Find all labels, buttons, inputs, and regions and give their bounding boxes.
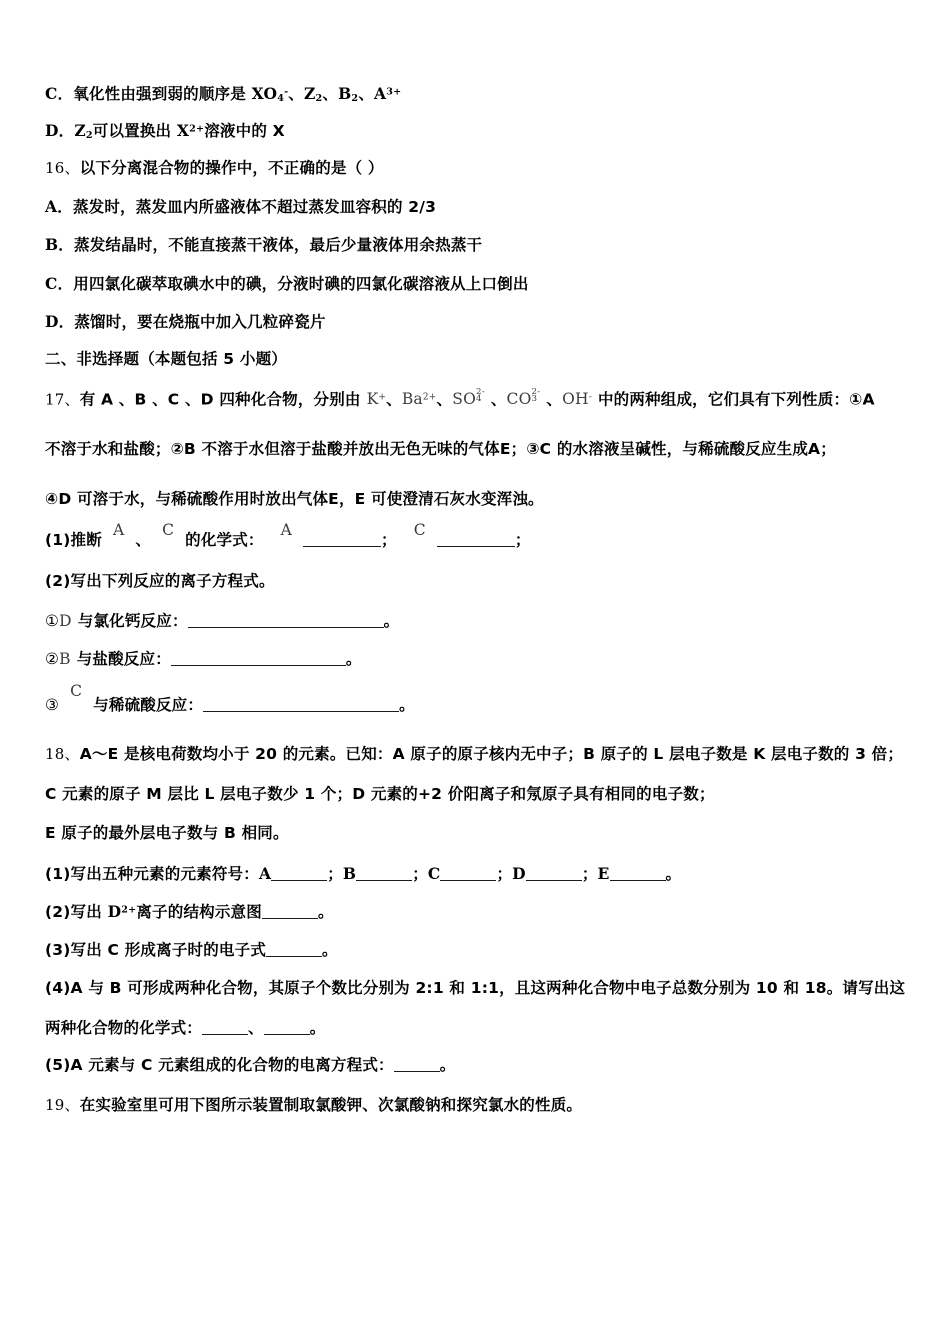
q17-ion-sep-2: 、 — [436, 390, 453, 409]
q18-sub-1-prefix: (1)写出五种元素的元素符号： — [45, 864, 259, 883]
q18-sub-1-blank-b[interactable] — [356, 880, 412, 881]
q18-sub-1-label-a: A — [258, 863, 272, 883]
q17-item-1-text: 与氯化钙反应： — [77, 611, 188, 630]
q16-option-d — [45, 314, 920, 331]
q18-sub-1-label-c: C — [427, 863, 441, 883]
q17-stem-line-3 — [45, 492, 920, 508]
q17-ion-sep-1: 、 — [386, 390, 402, 409]
q18-stem-line-2 — [45, 784, 920, 803]
q16-option-c — [45, 273, 920, 293]
q17-stem-line-3-text: ④D 可溶于水，与稀硫酸作用时放出气体E，E 可使澄清石灰水变浑浊。 — [45, 490, 544, 509]
q17-sub-1-sep: 、 — [135, 530, 152, 549]
q17-stem-line-2-text: 不溶于水和盐酸；②B 不溶于水但溶于盐酸并放出无色无味的气体E；③C 的水溶液呈碱性，与稀硫酸反应生成A； — [45, 439, 836, 458]
q18-stem-line-3-text: E 原子的最外层电子数与 B 相同。 — [45, 824, 289, 843]
q16-option-a-text: 蒸发时，蒸发皿内所盛液体不超过蒸发皿容积的 2/3 — [72, 197, 437, 216]
q17-stem-line-2 — [45, 439, 920, 458]
q17-item-1-letter: D — [59, 611, 72, 630]
q17-item-1 — [45, 611, 920, 630]
q17-ion-oh: OH- — [562, 390, 592, 409]
q16-option-b-label: B． — [45, 235, 75, 254]
q17-stem-line-1 — [45, 386, 920, 409]
q16-option-a — [45, 196, 920, 216]
page-content — [45, 86, 920, 1113]
q16-option-b-text: 蒸发结晶时，不能直接蒸干液体，最后少量液体用余热蒸干 — [74, 236, 483, 254]
q18-sub-1-sep-3: ； — [496, 864, 513, 883]
q18-sub-3-end: 。 — [322, 940, 338, 959]
q15-option-d-formula-z2: $Z_2$ — [74, 120, 93, 141]
q17-sub-1-letter-a: A — [112, 520, 125, 539]
q15-sep-3: 、 — [358, 85, 375, 103]
q15-sep-1: 、 — [288, 85, 304, 103]
q17-item-2-text: 与盐酸反应： — [76, 650, 171, 669]
q16-option-d-text: 蒸馏时，要在烧瓶中加入几粒碎瓷片 — [74, 313, 326, 331]
q17-item-2-letter: B — [59, 650, 71, 669]
q17-sub-1-blank-a[interactable] — [303, 546, 381, 547]
q17-sub-1 — [45, 520, 920, 549]
q17-sub-2-text: (2)写出下列反应的离子方程式。 — [45, 572, 275, 591]
q16-stem-text: 以下分离混合物的操作中，不正确的是（ ） — [79, 159, 384, 177]
q18-sub-1-label-b: B — [342, 863, 357, 883]
q18-number: 18、 — [45, 745, 80, 764]
q15-option-d — [45, 120, 920, 141]
q18-sub-3 — [45, 940, 920, 959]
q16-stem — [45, 161, 920, 177]
q17-sub-2 — [45, 574, 920, 590]
q18-stem-line-3 — [45, 826, 920, 842]
q15-option-d-mid: 可以置换出 — [92, 121, 177, 140]
q18-sub-4-blank-1[interactable] — [202, 1034, 248, 1035]
q16-option-a-label: A． — [45, 196, 73, 216]
q15-option-c-label: C． — [45, 84, 74, 103]
q18-sub-2-prefix: (2)写出 — [45, 903, 108, 922]
q17-stem-a: 有 A 、B 、C 、D 四种化合物，分别由 — [79, 390, 361, 409]
q15-option-c — [45, 86, 920, 103]
q19-number: 19、 — [45, 1095, 80, 1114]
q18-stem-line-2-text: C 元素的原子 M 层比 L 层电子数少 1 个；D 元素的+2 价阳离子和氖原子具有相同的电子数； — [45, 784, 715, 803]
q18-sub-1-blank-a[interactable] — [271, 880, 327, 881]
q15-formula-b2: $B_2$ — [338, 84, 359, 105]
q15-sep-2: 、 — [322, 85, 339, 103]
q17-item-3-text: 与稀硫酸反应： — [93, 695, 204, 714]
q18-stem-line-1 — [45, 747, 920, 763]
q17-ion-k: K+ — [366, 390, 387, 409]
q15-formula-a3plus: $A^{3+}$ — [374, 84, 402, 103]
q18-sub-5-end: 。 — [439, 1056, 456, 1075]
q17-stem-b: 中的两种组成，它们具有下列性质：①A — [597, 390, 875, 409]
q17-item-2-period: 。 — [345, 650, 362, 669]
q18-sub-2-symbol-d2plus: $D^{2+}$ — [107, 902, 137, 922]
q18-sub-4-sep: 、 — [248, 1018, 264, 1037]
q15-formula-z2: $Z_2$ — [304, 84, 323, 105]
q17-item-1-circle: ① — [45, 611, 60, 630]
q17-sub-1-blank-label-c: C — [413, 520, 426, 539]
section-2-header — [45, 349, 920, 368]
q18-sub-1-sep-1: ； — [327, 864, 343, 883]
q15-option-d-label: D． — [45, 120, 75, 140]
q16-option-b — [45, 237, 920, 254]
q17-sub-1-letter-c: C — [162, 520, 175, 539]
q19-stem-text: 在实验室里可用下图所示装置制取氯酸钾、次氯酸钠和探究氯水的性质。 — [79, 1095, 583, 1114]
q18-sub-3-prefix: (3)写出 C 形成离子时的电子式 — [45, 940, 267, 959]
q18-sub-1-sep-2: ； — [412, 864, 428, 883]
q18-sub-1 — [45, 863, 920, 883]
q17-item-2-circle: ② — [45, 650, 60, 669]
q18-sub-2 — [45, 904, 920, 921]
q17-item-1-period: 。 — [383, 611, 400, 630]
q16-number: 16、 — [45, 159, 80, 177]
q17-item-2 — [45, 652, 920, 668]
q18-sub-4-line-2 — [45, 1018, 920, 1037]
q17-item-3-period: 。 — [399, 695, 415, 714]
q17-sub-1-semi-2: ； — [514, 530, 531, 549]
q18-sub-2-mid: 离子的结构示意图 — [136, 903, 262, 922]
section-2-title: 二、非选择题（本题包括 5 小题） — [45, 349, 287, 368]
q17-item-3-letter: C — [70, 681, 83, 700]
q18-sub-5-blank[interactable] — [394, 1071, 440, 1072]
q18-sub-4-line-2-prefix: 两种化合物的化学式： — [45, 1018, 203, 1037]
q18-stem-line-1-text: A～E 是核电荷数均小于 20 的元素。已知：A 原子的原子核内无中子；B 原子的 L 层电子数是 K 层电子数的 3 倍； — [79, 745, 904, 764]
q16-option-c-label: C． — [45, 273, 74, 293]
q17-item-3 — [45, 681, 920, 714]
q18-sub-1-end: 。 — [665, 864, 682, 883]
q18-sub-1-blank-d[interactable] — [526, 880, 582, 881]
q15-formula-xo4: $XO_4^-$ — [251, 84, 289, 105]
q17-ion-sep-3: 、 — [490, 390, 507, 409]
q17-sub-1-mid: 的化学式： — [185, 530, 264, 549]
q17-item-3-circle: ③ — [45, 695, 60, 714]
q17-item-3-blank[interactable] — [203, 711, 399, 712]
q17-item-2-blank[interactable] — [171, 665, 346, 666]
q18-sub-4-end: 。 — [309, 1018, 326, 1037]
q18-sub-2-blank[interactable] — [262, 918, 318, 919]
q17-ion-so4: SO 2- 4 — [452, 386, 485, 409]
q17-sub-1-blank-c[interactable] — [437, 546, 515, 547]
q18-sub-5-prefix: (5)A 元素与 C 元素组成的化合物的电离方程式： — [45, 1056, 394, 1075]
q17-sub-1-semi-1: ； — [381, 530, 397, 549]
q17-sub-1-prefix: (1)推断 — [45, 530, 102, 549]
q18-sub-3-blank[interactable] — [266, 956, 322, 957]
q17-item-1-blank[interactable] — [188, 627, 384, 628]
q16-option-c-text: 用四氯化碳萃取碘水中的碘，分液时碘的四氯化碳溶液从上口倒出 — [73, 274, 529, 293]
q18-sub-1-sep-4: ； — [581, 864, 598, 883]
q17-number: 17、 — [45, 390, 80, 409]
q15-option-d-tail: 溶液中的 X — [204, 121, 285, 140]
q17-sub-1-blank-label-a: A — [280, 520, 293, 539]
q18-sub-1-label-d: D — [512, 863, 526, 883]
q17-ion-ba: $Ba^{2+}$ — [401, 390, 437, 409]
q18-sub-4-line-1 — [45, 981, 920, 997]
q19-stem — [45, 1095, 920, 1114]
q18-sub-4-blank-2[interactable] — [264, 1034, 310, 1035]
q16-option-d-label: D． — [45, 312, 75, 331]
q15-option-d-formula-x2plus: $X^{2+}$ — [176, 120, 205, 140]
q18-sub-2-end: 。 — [317, 903, 334, 922]
q18-sub-1-label-e: E — [597, 863, 610, 883]
q18-sub-1-blank-e[interactable] — [610, 880, 666, 881]
q18-sub-4-line-1-text: (4)A 与 B 可形成两种化合物，其原子个数比分别为 2:1 和 1:1，且这两种化合物中电子总数分别为 10 和 18。请写出这 — [45, 979, 906, 998]
q15-option-c-text: 氧化性由强到弱的顺序是 — [73, 85, 252, 103]
q17-ion-co3: CO 2- 3 — [506, 386, 541, 409]
q18-sub-1-blank-c[interactable] — [440, 880, 496, 881]
q18-sub-5 — [45, 1058, 920, 1074]
q17-ion-sep-4: 、 — [546, 390, 563, 409]
